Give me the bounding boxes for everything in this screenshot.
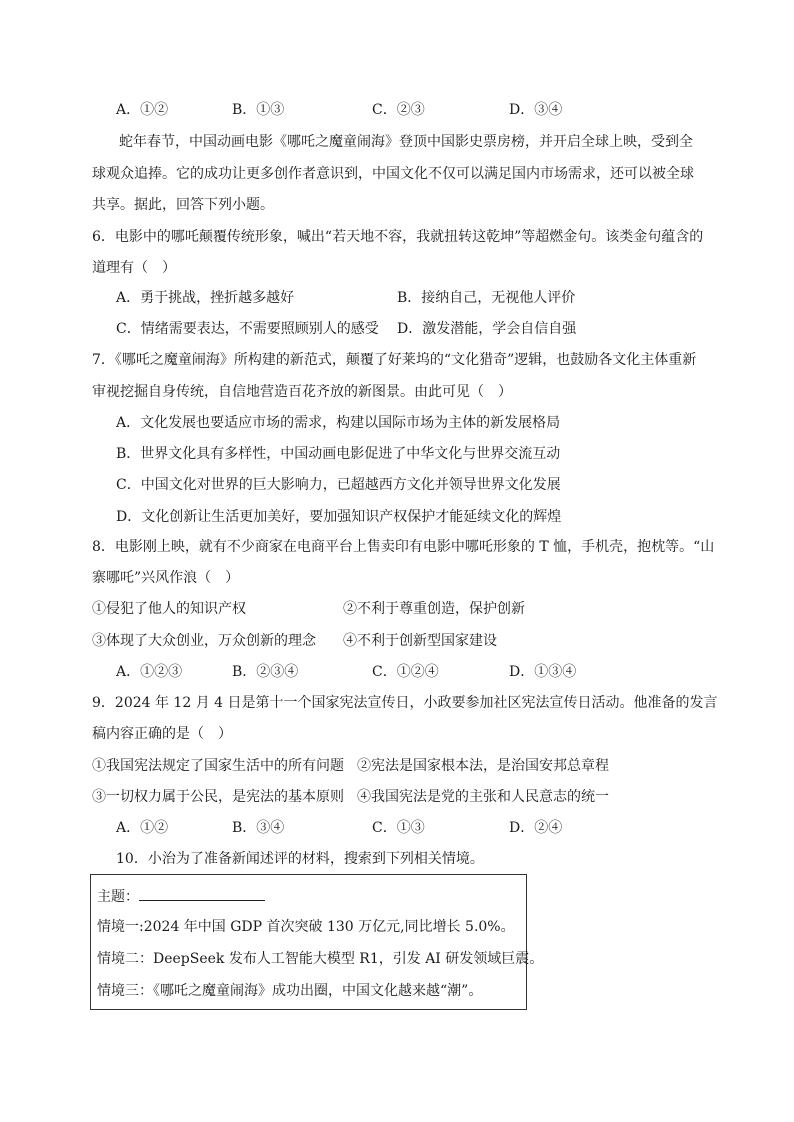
q8-stem-line-1: 8．电影刚上映，就有不少商家在电商平台上售卖印有电影中哪吒形象的 T 恤，手机壳，抱枕等。“山 [92,539,715,555]
q8-statement-2: ②不利于尊重创造，保护创新 [343,601,525,617]
q6-option-a[interactable]: A．勇于挑战，挫折越多越好 [116,290,295,306]
q10-stem: 10．小治为了准备新闻述评的材料，搜索到下列相关情境。 [116,851,484,867]
q9-option-b[interactable]: B．③④ [232,820,285,836]
prev-option-b[interactable]: B．①③ [232,102,285,118]
q9-stem-line-1: 9．2024 年 12 月 4 日是第十一个国家宪法宣传日，小政要参加社区宪法宣传日活动。他准备的发言 [92,695,718,711]
q10-situation-1: 情境一:2024 年中国 GDP 首次突破 130 万亿元,同比增长 5.0%。 [97,919,515,935]
q9-statement-2: ②宪法是国家根本法，是治国安邦总章程 [357,758,609,774]
q7-stem-line-1: 7．《哪吒之魔童闹海》所构建的新范式，颠覆了好莱坞的“文化猎奇”逻辑，也鼓励各文化主体重新 [92,352,697,368]
q9-option-c[interactable]: C．①③ [372,820,425,836]
q8-option-a[interactable]: A．①②③ [116,664,183,680]
q7-option-b[interactable]: B．世界文化具有多样性，中国动画电影促进了中华文化与世界交流互动 [116,446,561,462]
q9-option-a[interactable]: A．①② [116,820,169,836]
q10-situation-3: 情境三：《哪吒之魔童闹海》成功出圈，中国文化越来越“潮”。 [97,983,483,999]
q8-option-c[interactable]: C．①②④ [372,664,439,680]
q9-statement-3: ③一切权力属于公民，是宪法的基本原则 [92,789,344,805]
q8-statement-3: ③体现了大众创业，万众创新的理念 [92,633,316,649]
q9-options-row [116,818,596,838]
q9-option-d[interactable]: D．②④ [509,820,563,836]
q9-stem-line-2: 稿内容正确的是（ ） [92,726,232,742]
q7-stem-line-2: 审视挖掘自身传统，自信地营造百花齐放的新图景。由此可见（ ） [92,384,512,400]
prev-option-c[interactable]: C．②③ [372,102,425,118]
q7-option-a[interactable]: A．文化发展也要适应市场的需求，构建以国际市场为主体的新发展格局 [116,415,561,431]
q6-stem-line-1: 6．电影中的哪吒颠覆传统形象，喊出“若天地不容，我就扭转这乾坤”等超燃金句。该类金句蕴含的 [92,229,704,245]
q9-statement-4: ④我国宪法是党的主张和人民意志的统一 [357,789,609,805]
q6-option-d[interactable]: D．激发潜能，学会自信自强 [397,321,577,337]
q6-stem-line-2: 道理有（ ） [92,260,176,276]
q6-option-c[interactable]: C．情绪需要表达，不需要照顾别人的感受 [116,321,379,337]
q10-topic-label: 主题： [97,889,139,905]
q7-option-c[interactable]: C．中国文化对世界的巨大影响力，已超越西方文化并领导世界文化发展 [116,477,561,493]
q9-statement-1: ①我国宪法规定了国家生活中的所有问题 [92,758,344,774]
q8-statement-1: ①侵犯了他人的知识产权 [92,601,246,617]
q8-stem-line-2: 寨哪吒”兴风作浪（ ） [92,570,240,586]
prev-options-row [116,100,596,120]
prev-option-d[interactable]: D．③④ [509,102,563,118]
q8-options-row [116,662,596,682]
prev-option-a[interactable]: A．①② [116,102,169,118]
q10-material-box [90,874,544,1010]
q8-option-d[interactable]: D．①③④ [509,664,577,680]
intro-line-2: 球观众追捧。它的成功让更多创作者意识到，中国文化不仅可以满足国内市场需求，还可以被全球 [92,166,694,182]
intro-line-3: 共享。据此，回答下列小题。 [92,197,274,213]
q8-option-b[interactable]: B．②③④ [232,664,299,680]
q10-situation-2: 情境二：DeepSeek 发布人工智能大模型 R1，引发 AI 研发领域巨震。 [97,951,544,967]
q7-option-d[interactable]: D．文化创新让生活更加美好，要加强知识产权保护才能延续文化的辉煌 [116,509,562,525]
q10-topic-blank[interactable] [139,886,265,901]
q8-statement-4: ④不利于创新型国家建设 [343,633,497,649]
q6-option-b[interactable]: B．接纳自己，无视他人评价 [397,290,576,306]
q10-topic-row [97,886,265,906]
intro-line-1: 蛇年春节，中国动画电影《哪吒之魔童闹海》登顶中国影史票房榜，并开启全球上映，受到全 [119,134,693,150]
